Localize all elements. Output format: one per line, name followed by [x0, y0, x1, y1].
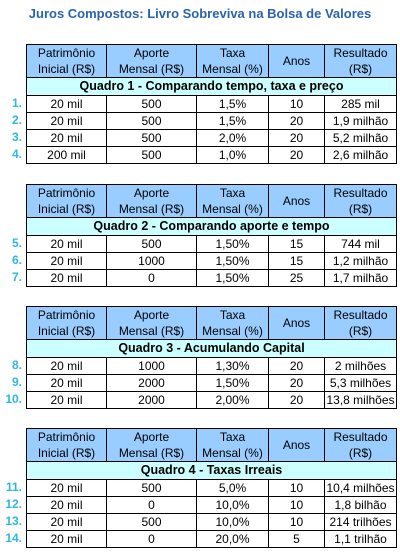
table-cell: 20 [269, 358, 325, 375]
table-cell: 20 mil [27, 270, 107, 287]
table-cell: 20,0% [197, 531, 269, 548]
table-cell: 500 [107, 130, 197, 147]
table-row [27, 147, 397, 164]
table-cell: 1,5% [197, 96, 269, 113]
table-row [27, 497, 397, 514]
row-number: 1. [11, 96, 22, 110]
table-cell: 1,2 milhão [325, 253, 397, 270]
row-number: 4. [11, 147, 22, 161]
table-cell: 20 mil [27, 113, 107, 130]
quadro-table [26, 428, 397, 548]
table-row [27, 480, 397, 497]
table-cell: 10,0% [197, 497, 269, 514]
table-row [27, 514, 397, 531]
row-number: 9. [11, 375, 22, 389]
page-title: Juros Compostos: Livro Sobreviva na Bolsa de Valores [28, 6, 372, 21]
table-cell: 1,50% [197, 253, 269, 270]
header-line: Taxa [219, 46, 246, 60]
table-cell: 5,3 milhões [325, 375, 397, 392]
quadro-3 [26, 306, 396, 409]
table-cell: 20 mil [27, 497, 107, 514]
quadro-table [26, 44, 397, 164]
table-row [27, 531, 397, 548]
header-line: Inicial (R$) [37, 324, 96, 338]
table-cell: 1,8 bilhão [325, 497, 397, 514]
header-line: Taxa [219, 186, 246, 200]
table-cell: 214 trilhões [325, 514, 397, 531]
header-line: Inicial (R$) [37, 202, 96, 216]
table-cell: 20 mil [27, 531, 107, 548]
table-cell: 2,00% [197, 392, 269, 409]
table-cell: 20 [269, 113, 325, 130]
row-number: 7. [11, 270, 22, 284]
table-cell: 500 [107, 514, 197, 531]
column-header [197, 185, 269, 218]
quadro-title: Quadro 3 - Acumulando Capital [27, 340, 397, 358]
header-line: Anos [282, 194, 311, 208]
header-line: Mensal (%) [202, 324, 263, 338]
table-cell: 10 [269, 480, 325, 497]
table-cell: 200 mil [27, 147, 107, 164]
quadro-title: Quadro 2 - Comparando aporte e tempo [27, 218, 397, 236]
quadro-table [26, 184, 397, 287]
table-cell: 15 [269, 236, 325, 253]
column-header [269, 45, 325, 78]
column-header [325, 45, 397, 78]
table-cell: 2,6 milhão [325, 147, 397, 164]
column-header [107, 307, 197, 340]
column-header [107, 185, 197, 218]
table-row [27, 96, 397, 113]
table-cell: 20 mil [27, 375, 107, 392]
table-cell: 1,50% [197, 270, 269, 287]
header-line: Inicial (R$) [37, 62, 96, 76]
quadro-2 [26, 184, 396, 287]
header-line: Mensal (%) [202, 202, 263, 216]
table-cell: 285 mil [325, 96, 397, 113]
header-line: (R$) [348, 324, 373, 338]
header-line: (R$) [348, 202, 373, 216]
header-line: Patrimônio [37, 186, 96, 200]
quadro-1 [26, 44, 396, 164]
table-cell: 1,7 milhão [325, 270, 397, 287]
table-cell: 2 milhões [325, 358, 397, 375]
table-cell: 5 [269, 531, 325, 548]
table-row [27, 113, 397, 130]
table-cell: 25 [269, 270, 325, 287]
table-cell: 20 mil [27, 253, 107, 270]
row-number: 11. [5, 480, 22, 494]
header-line: Mensal (%) [202, 62, 263, 76]
column-header [107, 429, 197, 462]
table-cell: 2000 [107, 375, 197, 392]
table-cell: 500 [107, 147, 197, 164]
table-cell: 10 [269, 514, 325, 531]
header-line: Mensal (R$) [118, 202, 185, 216]
table-cell: 20 [269, 392, 325, 409]
column-header [269, 307, 325, 340]
table-cell: 20 [269, 147, 325, 164]
column-header [325, 307, 397, 340]
column-header [269, 429, 325, 462]
table-cell: 10 [269, 497, 325, 514]
row-number: 8. [11, 358, 22, 372]
table-cell: 0 [107, 531, 197, 548]
table-cell: 1000 [107, 358, 197, 375]
header-line: Taxa [219, 430, 246, 444]
header-line: Resultado [333, 46, 388, 60]
table-cell: 500 [107, 236, 197, 253]
header-line: Resultado [333, 308, 388, 322]
header-line: Resultado [333, 430, 388, 444]
table-cell: 20 [269, 375, 325, 392]
table-cell: 20 mil [27, 358, 107, 375]
header-line: (R$) [348, 446, 373, 460]
column-header [27, 307, 107, 340]
table-cell: 2,0% [197, 130, 269, 147]
table-cell: 20 mil [27, 236, 107, 253]
table-row [27, 130, 397, 147]
column-header [107, 45, 197, 78]
table-cell: 20 mil [27, 480, 107, 497]
header-line: Patrimônio [37, 308, 96, 322]
row-number: 13. [5, 514, 22, 528]
header-line: Resultado [333, 186, 388, 200]
row-number: 5. [11, 236, 22, 250]
row-number: 6. [11, 253, 22, 267]
quadro-title: Quadro 4 - Taxas Irreais [27, 462, 397, 480]
table-cell: 1,9 milhão [325, 113, 397, 130]
table-row [27, 358, 397, 375]
header-line: Mensal (R$) [118, 62, 185, 76]
table-cell: 13,8 milhões [326, 393, 395, 407]
header-line: Mensal (%) [202, 446, 263, 460]
table-row [27, 375, 397, 392]
table-cell: 1,0% [197, 147, 269, 164]
column-header [197, 429, 269, 462]
table-cell: 1,30% [197, 358, 269, 375]
column-header [27, 185, 107, 218]
table-row [27, 392, 397, 409]
table-cell: 1,1 trilhão [325, 531, 397, 548]
header-line: Patrimônio [37, 430, 96, 444]
header-line: Aporte [133, 46, 170, 60]
table-cell: 1,5% [197, 113, 269, 130]
table-cell: 0 [107, 270, 197, 287]
table-cell: 1000 [107, 253, 197, 270]
table-cell: 1,50% [197, 375, 269, 392]
table-cell: 20 mil [27, 96, 107, 113]
table-cell: 10,4 milhões [326, 481, 395, 495]
header-line: Aporte [133, 308, 170, 322]
table-cell: 10 [269, 96, 325, 113]
table-cell: 5,2 milhão [325, 130, 397, 147]
column-header [27, 45, 107, 78]
row-number: 12. [5, 497, 22, 511]
header-line: Patrimônio [37, 46, 96, 60]
header-line: Anos [282, 316, 311, 330]
table-cell: 5,0% [197, 480, 269, 497]
row-number: 10. [5, 392, 22, 406]
column-header [325, 429, 397, 462]
header-line: Aporte [133, 186, 170, 200]
table-cell: 500 [107, 96, 197, 113]
table-cell: 20 mil [27, 392, 107, 409]
header-line: Anos [282, 54, 311, 68]
header-line: Taxa [219, 308, 246, 322]
header-line: Aporte [133, 430, 170, 444]
header-line: Inicial (R$) [37, 446, 96, 460]
table-cell: 2000 [107, 392, 197, 409]
table-row [27, 270, 397, 287]
table-cell: 10,0% [197, 514, 269, 531]
row-number: 14. [5, 531, 22, 545]
table-cell: 1,50% [197, 236, 269, 253]
column-header [325, 185, 397, 218]
header-line: (R$) [348, 62, 373, 76]
header-line: Anos [282, 438, 311, 452]
column-header [197, 307, 269, 340]
header-line: Mensal (R$) [118, 446, 185, 460]
table-row [27, 236, 397, 253]
quadro-4 [26, 428, 396, 548]
table-cell: 744 mil [325, 236, 397, 253]
table-cell: 20 [269, 130, 325, 147]
table-cell: 20 mil [27, 130, 107, 147]
table-cell: 15 [269, 253, 325, 270]
table-cell: 0 [107, 497, 197, 514]
row-number: 2. [11, 113, 22, 127]
column-header [27, 429, 107, 462]
table-row [27, 253, 397, 270]
column-header [197, 45, 269, 78]
quadro-title: Quadro 1 - Comparando tempo, taxa e preço [27, 78, 397, 96]
table-cell: 500 [107, 113, 197, 130]
row-number: 3. [11, 130, 22, 144]
header-line: Mensal (R$) [118, 324, 185, 338]
quadro-table [26, 306, 397, 409]
table-cell: 20 mil [27, 514, 107, 531]
table-cell: 500 [107, 480, 197, 497]
column-header [269, 185, 325, 218]
